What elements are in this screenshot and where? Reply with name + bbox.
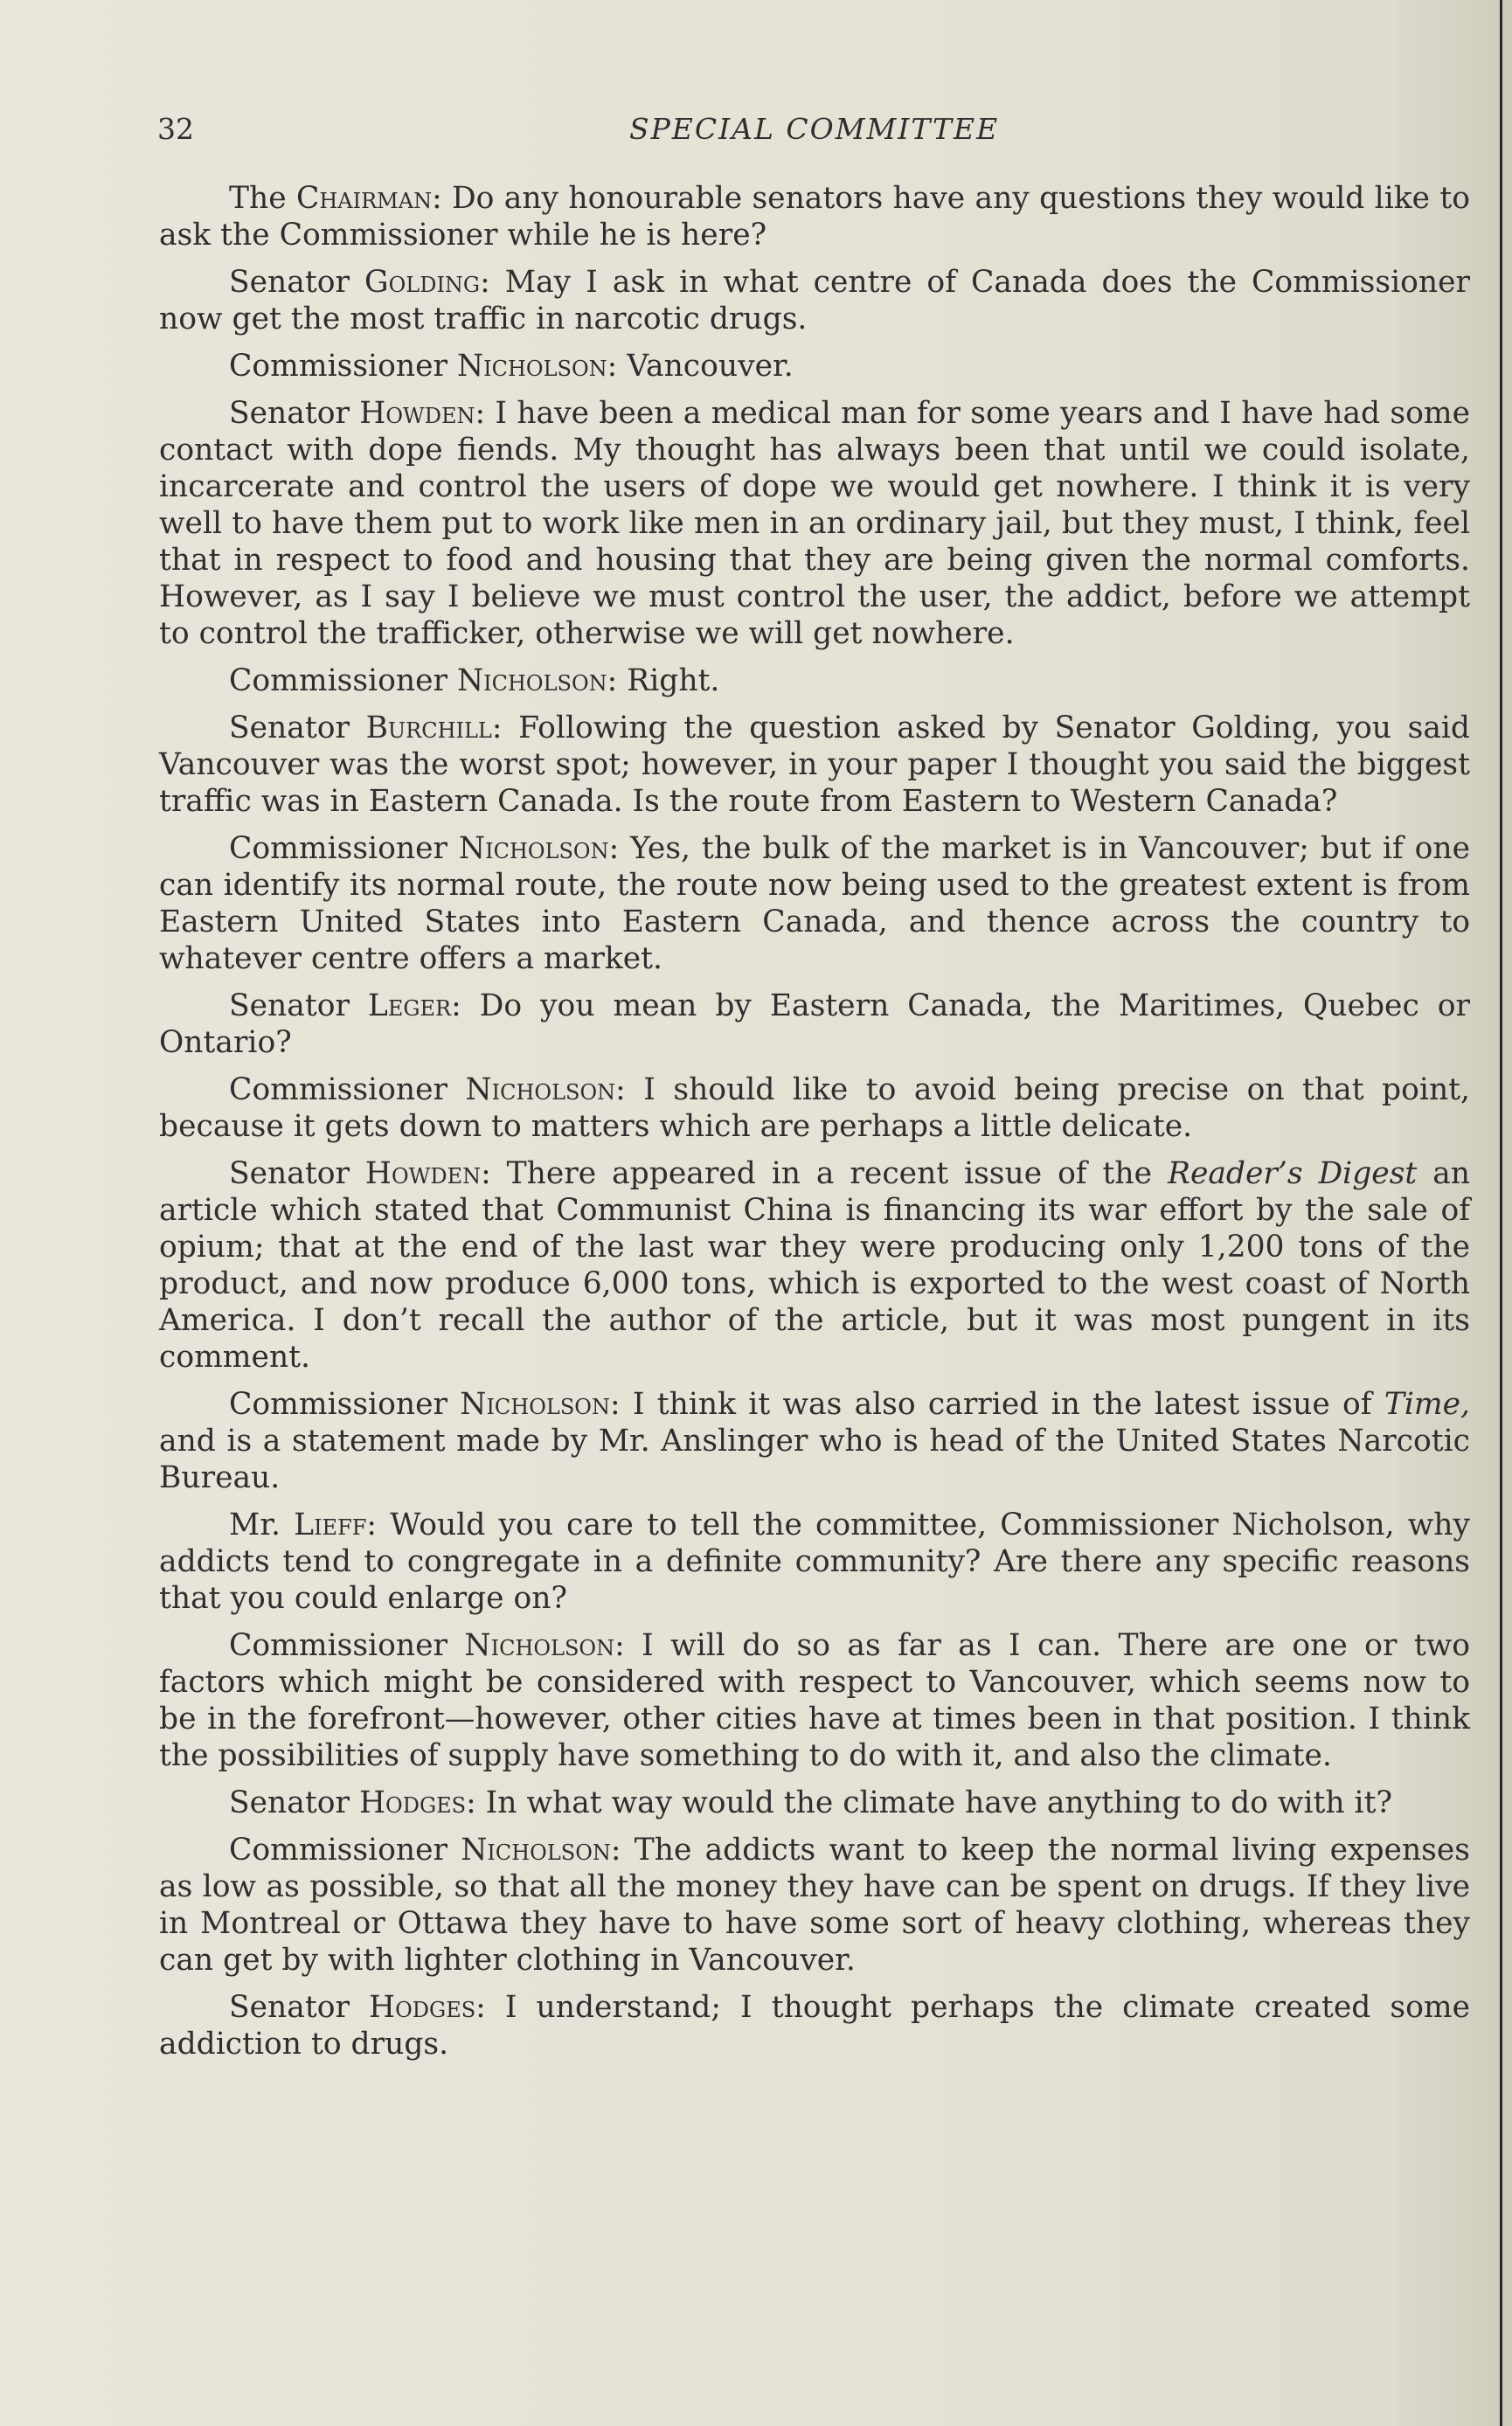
publication-title: Reader’s Digest [1167,1156,1418,1191]
paragraph-text: : In what way would the climate have anything to do with it? [466,1785,1392,1820]
transcript-paragraph [159,395,1470,652]
paragraph-text: : I think it was also carried in the latest issue of [609,1387,1384,1422]
running-title: SPECIAL COMMITTEE [629,112,1000,146]
speaker-name: Lieff [294,1508,367,1542]
page-spine-shadow [1500,0,1502,2426]
transcript-paragraph [159,1386,1470,1496]
speaker-title: Commissioner [229,1628,447,1663]
speaker-title: Senator [229,265,350,300]
speaker-name: Hodges [369,1990,476,2025]
paragraph-text: : Following the question asked by Senator Golding, you said Vancouver was the worst spot; however, in your paper I thought you said the biggest traffic was in Eastern Canada. Is the route from Eastern to Western Canada? [159,710,1471,819]
transcript-paragraph [159,264,1470,337]
page-header [157,112,1468,147]
transcript-paragraph [159,1155,1470,1376]
speaker-title: Commissioner [229,1387,447,1422]
transcript-paragraph [159,1627,1470,1774]
speaker-title: The [229,181,287,216]
transcript-paragraph [159,1989,1470,2062]
speaker-name: Burchill [365,710,492,745]
paragraph-text: : Do any honourable senators have any questions they would like to ask the Commissioner while he is here? [159,181,1470,253]
speaker-name: Hodges [358,1785,467,1820]
speaker-title: Senator [229,710,350,745]
transcript-paragraph [159,1785,1470,1821]
speaker-name: Leger [367,988,452,1023]
speaker-name: Howden [364,1156,482,1191]
transcript-paragraph [159,710,1470,820]
speaker-name: Howden [359,396,475,431]
speaker-title: Senator [229,1785,350,1820]
speaker-name: Nicholson [456,663,607,698]
speaker-title: Senator [229,396,350,431]
paragraph-text: : I should like to avoid being precise on that point, because it gets down to matters which are perhaps a little delicate. [159,1072,1470,1144]
speaker-name: Golding [364,265,481,300]
paragraph-text: : Yes, the bulk of the market is in Vancouver; but if one can identify its normal route, the route now being used to the greatest extent is from Eastern United States into Eastern Canada, and thence across the country to whatever centre offers a market. [159,831,1471,976]
speaker-name: Chairman [295,181,433,216]
transcript-paragraph [159,348,1470,385]
speaker-title: Commissioner [229,349,447,384]
paragraph-text: : May I ask in what centre of Canada does the Commissioner now get the most traffic in narcotic drugs. [159,265,1471,336]
transcript-paragraph [159,1071,1470,1145]
paragraph-text: and is a statement made by Mr. Anslinger who is head of the United States Narcotic Bureau. [159,1424,1470,1495]
speaker-title: Senator [229,988,350,1023]
paragraph-text: an article which stated that Communist China is financing its war effort by the sale of opium; that at the end of the last war they were producing only 1,200 tons of the product, and now produce 6,000 tons, which is exported to the west coast of North America. I don’t recall the author of the article, but it was most pungent in its comment. [159,1156,1471,1375]
paragraph-text: : Vancouver. [607,349,794,384]
speaker-name: Nicholson [460,1387,610,1422]
speaker-name: Nicholson [461,1833,611,1868]
paragraph-text: : Do you mean by Eastern Canada, the Maritimes, Quebec or Ontario? [159,988,1471,1060]
speaker-title: Commissioner [229,1072,447,1107]
paragraph-text: : The addicts want to keep the normal living expenses as low as possible, so that all the money they have can be spent on drugs. If they live in Montreal or Ottawa they have to have some sort of heavy clothing, whereas they can get by with lighter clothing in Vancouver. [159,1833,1470,1978]
speaker-title: Commissioner [229,831,447,866]
speaker-name: Nicholson [458,831,609,866]
paragraph-text: : Right. [607,663,720,698]
speaker-name: Nicholson [456,349,607,384]
transcript-paragraph [159,662,1470,699]
speaker-name: Nicholson [465,1072,616,1107]
speaker-title: Senator [229,1156,350,1191]
speaker-name: Nicholson [464,1628,615,1663]
transcript-paragraph [159,1832,1470,1979]
paragraph-text: : I have been a medical man for some years and I have had some contact with dope fiends. My thought has always been that until we could isolate, incarcerate and control the users of dope we would get nowhere. I think it is very well to have them put to work like men in an ordinary jail, but they must, I think, feel that in respect to food and housing that they are being given the normal comforts. However, as I say I believe we must control the user, the addict, before we attempt to control the trafficker, otherwise we will get nowhere. [159,396,1471,651]
transcript-body [159,180,1470,2073]
publication-title: Time, [1384,1387,1470,1422]
paragraph-text: : Would you care to tell the committee, Commissioner Nicholson, why addicts tend to congregate in a definite community? Are there any specific reasons that you could enlarge on? [159,1508,1471,1616]
paragraph-text: : I will do so as far as I can. There are one or two factors which might be considered with respect to Vancouver, which seems now to be in the forefront—however, other cities have at times been in that position. I think the possibilities of supply have something to do with it, and also the climate. [159,1628,1471,1773]
speaker-title: Mr. [229,1508,281,1542]
speaker-title: Commissioner [229,663,447,698]
paragraph-text: : There appeared in a recent issue of the [481,1156,1168,1191]
speaker-title: Senator [229,1990,350,2025]
transcript-paragraph [159,988,1470,1061]
speaker-title: Commissioner [229,1833,447,1868]
transcript-paragraph [159,830,1470,977]
page-number: 32 [157,112,194,146]
transcript-paragraph [159,1507,1470,1617]
paragraph-text: : I understand; I thought perhaps the climate created some addiction to drugs. [159,1990,1470,2062]
transcript-paragraph [159,180,1470,253]
